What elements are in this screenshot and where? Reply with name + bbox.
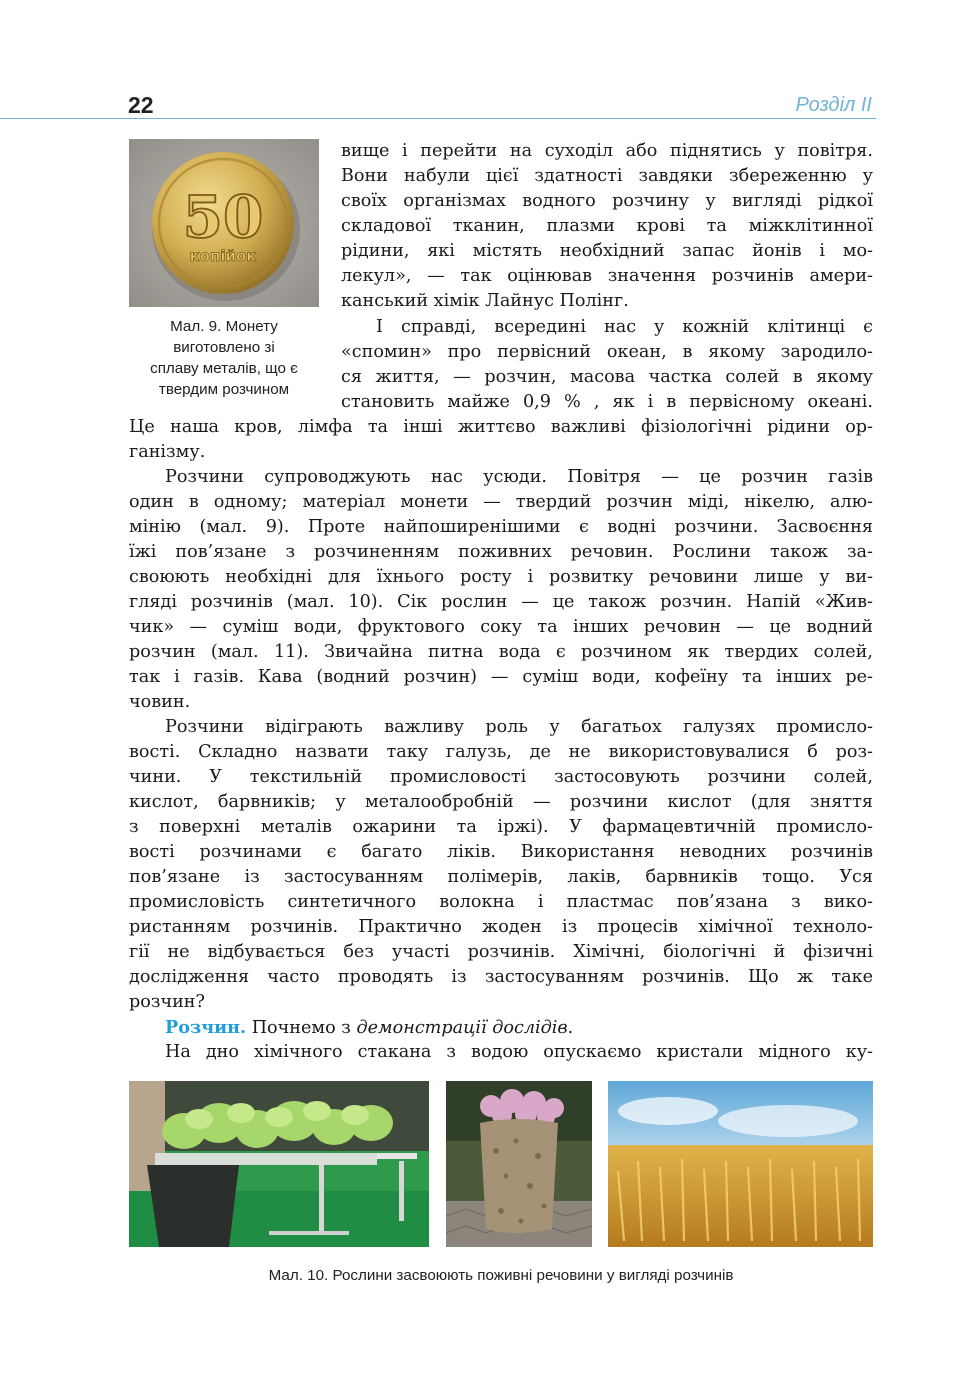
text-line: І справді, всередині нас у кожній клітинці є	[376, 317, 873, 337]
text-line: ристанням розчинів. Практично жоден із процесів хімічної техноло-	[129, 917, 873, 937]
text-line: На дно хімічного стакана з водою опускаємо кристали мідного ку-	[165, 1042, 873, 1062]
text-line: «спомин» про первісний океан, в якому зародило-	[341, 342, 873, 362]
coin-number: 50	[182, 183, 264, 251]
text-line: один в одному; матеріал монети — твердий розчин міді, нікелю, алю-	[129, 492, 873, 512]
text-line: їжі пов’язане з розчиненням поживних речовин. Рослини також за-	[129, 542, 873, 562]
text-line: Розчини супроводжують нас усюди. Повітря — це розчин газів	[165, 467, 873, 487]
coin-photo	[129, 139, 319, 307]
section-title: Розділ II	[795, 94, 872, 116]
text-line: складової тканин, плазми крові та міжклітинної	[341, 216, 873, 236]
text-line: вості. Складно назвати таку галузь, де не використовувалися б роз-	[129, 742, 873, 762]
text-line: пов’язане із застосуванням полімерів, лаків, барвників тощо. Уся	[129, 867, 873, 887]
text-line: становить майже 0,9 % , як і в первісному океані.	[341, 392, 873, 412]
text-line: кислот, барвників; у металообробній — розчини кислот (для зняття	[129, 792, 873, 812]
text-line: гії не відбувається без участі розчинів. Хімічні, біологічні й фізичні	[129, 942, 873, 962]
text-line: промисловість синтетичного волокна і пластмас пов’язана з вико-	[129, 892, 873, 912]
text-line: дослідження часто проводять із застосуванням розчинів. Що ж таке	[129, 967, 873, 987]
figure9-caption	[129, 316, 319, 400]
coin-word: копійок	[189, 247, 257, 265]
text-line: розчин (мал. 11). Звичайна питна вода є розчином як твердих солей,	[129, 642, 873, 662]
text-line: човин.	[129, 692, 191, 712]
text-line: лекул», — так оцінював значення розчинів амери-	[341, 266, 873, 286]
text-line: гляді розчинів (мал. 10). Сік рослин — це також розчин. Напій «Жив-	[129, 592, 873, 612]
text-line: чини. У текстильній промисловості застосовують розчини солей,	[129, 767, 873, 787]
subsection-italic: демонстрації дослідів	[356, 1018, 568, 1038]
text-line: Розчини відіграють важливу роль у багатьох галузях промисло-	[165, 717, 873, 737]
caption-line: твердим розчином	[158, 381, 290, 398]
text-line: своїх організмах водного розчину у вигляді рідкої	[341, 191, 873, 211]
header-divider	[0, 118, 876, 119]
text-line: Вони набули цієї здатності завдяки збереженню у	[341, 166, 873, 186]
text-line: чик» — суміш води, фруктового соку та інших речовин — це водний	[129, 617, 873, 637]
flower-pot-photo	[446, 1081, 592, 1247]
text-line: вище і перейти на суходіл або піднятись у повітря.	[341, 141, 873, 161]
text-line: так і газів. Кава (водний розчин) — суміш води, кофеїну та інших ре-	[129, 667, 873, 687]
text-line: рідини, які містять необхідний запас йонів і мо-	[341, 241, 873, 261]
text-line: розчин?	[129, 992, 205, 1012]
page-number: 22	[128, 92, 154, 118]
subsection-line	[165, 1017, 873, 1038]
caption-line: Мал. 9. Монету	[170, 318, 278, 335]
caption-line: виготовлено зі	[173, 339, 275, 356]
text-line: ся життя, — розчин, масова частка солей в якому	[341, 367, 873, 387]
wheat-field-photo	[608, 1081, 873, 1247]
text-line: канський хімік Лайнус Полінг.	[341, 291, 629, 311]
text-line: мінію (мал. 9). Проте найпоширенішими є водні розчини. Засвоєння	[129, 517, 873, 537]
text-line: вості розчинами є багато ліків. Використання неводних розчинів	[129, 842, 873, 862]
subsection-keyword: Розчин.	[165, 1017, 247, 1038]
caption-line: сплаву металів, що є	[150, 360, 298, 377]
text-line: своюють необхідні для їхнього росту і розвитку речовини лише у ви-	[129, 567, 873, 587]
subsection-text: Почнемо з	[246, 1018, 357, 1038]
lettuce-hydroponics-photo	[129, 1081, 429, 1247]
text-line: Це наша кров, лімфа та інші життєво важливі фізіологічні рідини ор-	[129, 417, 873, 437]
text-line: з поверхні металів ожарини та іржі). У фармацевтичній промисло-	[129, 817, 873, 837]
figure10-caption: Мал. 10. Рослини засвоюють поживні речовини у вигляді розчинів	[268, 1267, 734, 1284]
subsection-end: .	[567, 1018, 574, 1038]
text-line: ганізму.	[129, 442, 206, 462]
